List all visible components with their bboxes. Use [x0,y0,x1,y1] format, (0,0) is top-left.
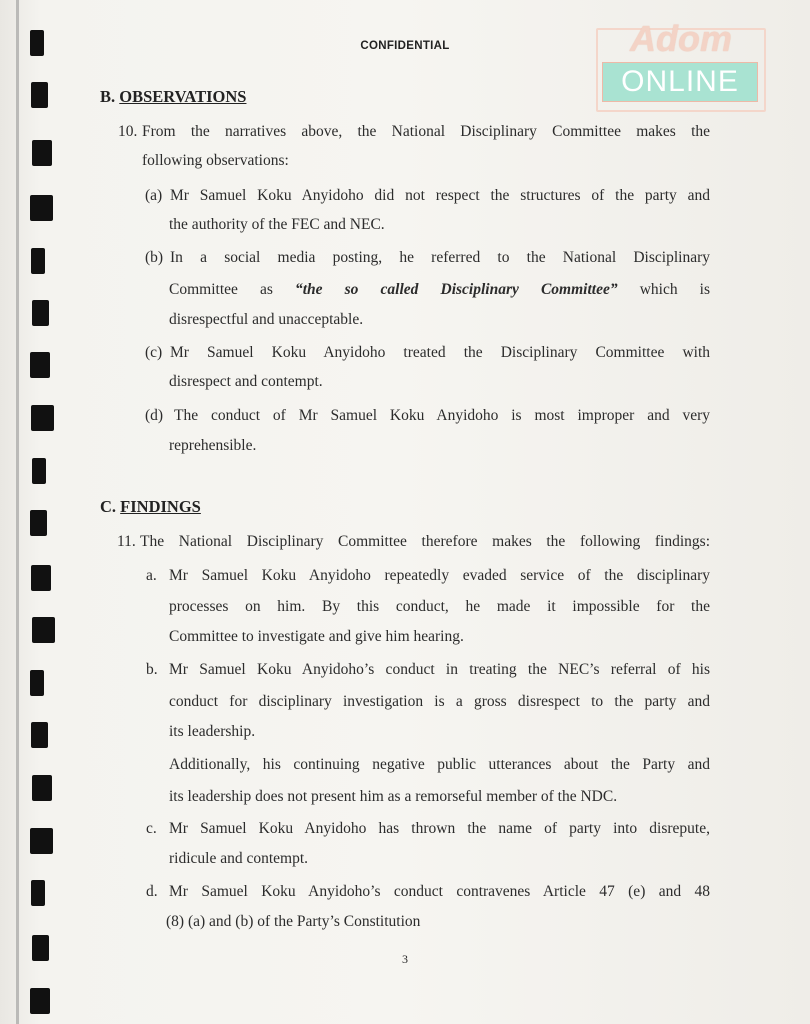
finding-b-line-2: conduct for disciplinary investigation is a gross disrespect to the party and [169,693,710,710]
section-b-title: OBSERVATIONS [119,87,247,106]
adom-online-watermark [596,18,764,110]
paragraph-10-line-2: following observations: [142,152,289,169]
binding-hole [31,405,54,431]
observation-a-line-2: the authority of the FEC and NEC. [169,216,385,233]
paragraph-10-number: 10. [118,123,138,140]
observation-a-marker: (a) [145,187,163,204]
observation-b-marker: (b) [145,249,164,266]
binding-hole [32,458,46,484]
finding-a-line-3: Committee to investigate and give him hearing. [169,628,464,645]
watermark-online-text: ONLINE [602,62,758,102]
observation-c-line-1: Mr Samuel Koku Anyidoho treated the Disciplinary Committee with [170,344,710,361]
finding-d-line-1: Mr Samuel Koku Anyidoho’s conduct contravenes Article 47 (e) and 48 [169,883,710,900]
confidential-header: CONFIDENTIAL [360,40,450,52]
finding-a-marker: a. [146,567,157,584]
observation-b-line-3: disrespectful and unacceptable. [169,311,364,328]
finding-b-line-3: its leadership. [169,723,256,740]
binding-hole [32,617,55,643]
observation-d-line-2: reprehensible. [169,437,257,454]
binding-hole [30,670,44,696]
paragraph-11-line-1: The National Disciplinary Committee therefore makes the following findings: [140,533,710,550]
section-c-letter: C. [100,497,117,516]
spiral-binding [0,0,62,1024]
page-number: 3 [402,952,408,966]
observation-d-marker: (d) [145,407,164,424]
finding-a-line-1: Mr Samuel Koku Anyidoho repeatedly evaded service of the disciplinary [169,567,710,584]
observation-b-line-2-pre: Committee as [169,281,295,298]
section-c-title: FINDINGS [120,497,201,516]
quoted-phrase: “the so called Disciplinary Committee” [295,281,618,298]
binding-hole [30,352,50,378]
finding-b-marker: b. [146,661,158,678]
observation-c-marker: (c) [145,344,163,361]
finding-d-line-2: (8) (a) and (b) of the Party’s Constitution [166,913,421,930]
paragraph-11-number: 11. [117,533,136,550]
observation-c-line-2: disrespect and contempt. [169,373,323,390]
binding-hole [31,722,48,748]
binding-hole [31,565,51,591]
binding-hole [31,880,45,906]
observation-b-line-2 [169,274,710,305]
binding-hole [30,988,50,1014]
finding-c-marker: c. [146,820,157,837]
binding-hole [30,510,47,536]
watermark-adom-text: Adom [630,18,732,59]
observation-a-line-1: Mr Samuel Koku Anyidoho did not respect the structures of the party and [170,187,710,204]
finding-c-line-2: ridicule and contempt. [169,850,309,867]
finding-b-line-4: Additionally, his continuing negative public utterances about the Party and [169,756,710,773]
section-b-letter: B. [100,87,116,106]
finding-c-line-1: Mr Samuel Koku Anyidoho has thrown the name of party into disrepute, [169,820,710,837]
binding-hole [31,248,45,274]
binding-hole [31,82,48,108]
binding-hole [32,775,52,801]
finding-b-line-5: its leadership does not present him as a remorseful member of the NDC. [169,788,618,805]
observation-b-line-1: In a social media posting, he referred to the National Disciplinary [170,249,710,266]
binding-hole [30,828,53,854]
observation-d-line-1: The conduct of Mr Samuel Koku Anyidoho is most improper and very [174,407,710,424]
section-c-heading [100,497,201,517]
finding-a-line-2: processes on him. By this conduct, he made it impossible for the [169,598,710,615]
observation-b-line-2-post: which is [617,281,711,298]
binding-hole [30,195,53,221]
section-b-heading [100,87,246,107]
finding-d-marker: d. [146,883,158,900]
binding-hole [32,140,52,166]
paragraph-10-line-1: From the narratives above, the National Disciplinary Committee makes the [142,123,710,140]
binding-hole [32,300,49,326]
binding-edge [16,0,19,1024]
finding-b-line-1: Mr Samuel Koku Anyidoho’s conduct in treating the NEC’s referral of his [169,661,710,678]
